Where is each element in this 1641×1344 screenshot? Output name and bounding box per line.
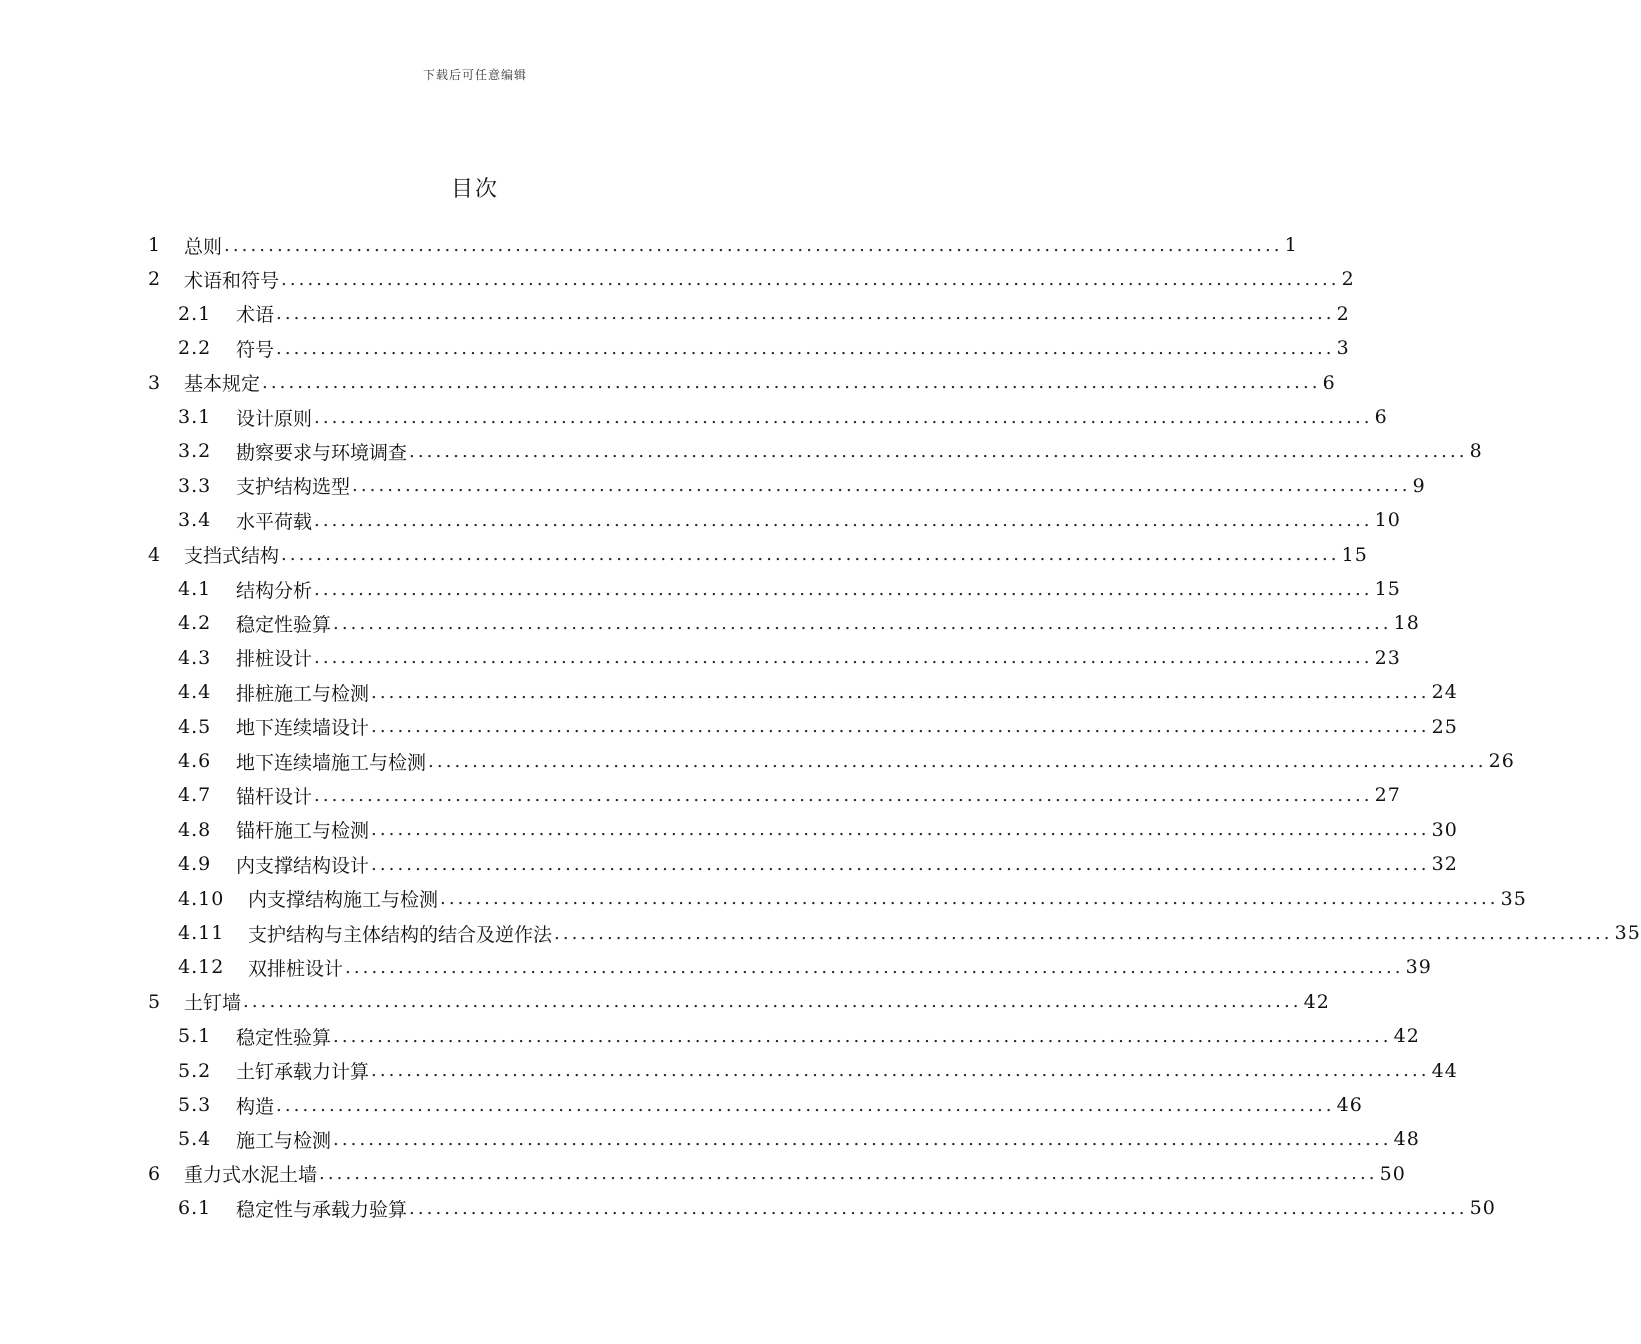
- toc-entry-number: 6.1: [178, 1197, 212, 1220]
- toc-dot-leader: ........................................................................................................................: [371, 819, 1430, 841]
- toc-entry-title: 支护结构与主体结构的结合及逆作法: [248, 923, 553, 946]
- toc-entry-page: 35: [1614, 922, 1641, 944]
- toc-entry-page: 48: [1393, 1128, 1420, 1151]
- toc-entry-number: 3.2: [178, 440, 212, 463]
- toc-entry-page: 6: [1322, 371, 1336, 394]
- toc-entry[interactable]: [178, 778, 1401, 812]
- toc-entry-page: 50: [1469, 1197, 1496, 1220]
- toc-entry-page: 30: [1431, 818, 1458, 841]
- toc-entry-page: 26: [1488, 750, 1515, 772]
- toc-entry-title: 稳定性验算: [236, 1026, 332, 1049]
- toc-entry-title: 土钉承载力计算: [236, 1061, 370, 1084]
- toc-entry-page: 10: [1374, 509, 1401, 532]
- toc-entry-page: 32: [1431, 853, 1458, 876]
- toc-entry[interactable]: [148, 1157, 1406, 1191]
- toc-entry[interactable]: [178, 1088, 1363, 1122]
- toc-dot-leader: ........................................................................................................................: [371, 681, 1430, 703]
- toc-entry-title: 总则: [184, 235, 223, 258]
- toc-entry-page: 3: [1336, 337, 1350, 360]
- toc-entry[interactable]: [148, 538, 1368, 572]
- toc-entry-page: 9: [1412, 474, 1426, 497]
- toc-dot-leader: ........................................................................................................................: [276, 337, 1335, 359]
- toc-dot-leader: ........................................................................................................................: [554, 922, 1613, 944]
- toc-entry-page: 1: [1284, 234, 1298, 256]
- toc-dot-leader: ........................................................................................................................: [371, 716, 1430, 738]
- toc-dot-leader: ........................................................................................................................: [314, 578, 1373, 600]
- toc-dot-leader: ........................................................................................................................: [371, 1060, 1430, 1082]
- toc-entry-number: 3.4: [178, 509, 212, 532]
- toc-entry-title: 稳定性验算: [236, 613, 332, 636]
- toc-entry-title: 内支撑结构施工与检测: [248, 889, 439, 912]
- toc-entry-page: 2: [1341, 268, 1355, 291]
- toc-entry-page: 44: [1431, 1059, 1458, 1082]
- toc-entry-title: 支护结构选型: [236, 476, 351, 499]
- toc-entry-page: 42: [1393, 1025, 1420, 1048]
- toc-dot-leader: ........................................................................................................................: [319, 1163, 1378, 1185]
- toc-entry-page: 15: [1374, 578, 1401, 600]
- toc-dot-leader: ........................................................................................................................: [428, 750, 1487, 772]
- toc-dot-leader: ........................................................................................................................: [314, 406, 1373, 428]
- toc-entry[interactable]: [178, 641, 1401, 675]
- toc-dot-leader: ........................................................................................................................: [276, 1094, 1335, 1116]
- toc-entry[interactable]: [148, 262, 1355, 296]
- toc-entry-title: 锚杆设计: [236, 785, 313, 808]
- page-title: 目次: [450, 177, 499, 202]
- toc-entry-title: 排桩设计: [236, 648, 313, 671]
- toc-dot-leader: ........................................................................................................................: [243, 991, 1302, 1013]
- toc-entry-number: 4: [148, 543, 162, 566]
- toc-entry-title: 施工与检测: [236, 1129, 332, 1152]
- toc-entry[interactable]: [178, 744, 1515, 778]
- toc-entry-title: 土钉墙: [184, 992, 242, 1015]
- toc-entry-title: 设计原则: [236, 407, 313, 430]
- toc-entry-title: 水平荷载: [236, 510, 313, 533]
- toc-entry-title: 构造: [236, 1095, 275, 1118]
- toc-entry-page: 15: [1341, 543, 1368, 566]
- toc-entry[interactable]: [148, 228, 1298, 262]
- toc-dot-leader: ........................................................................................................................: [409, 440, 1468, 462]
- toc-entry-title: 勘察要求与环境调查: [236, 441, 408, 464]
- toc-entry-page: 25: [1431, 715, 1458, 738]
- toc-dot-leader: ........................................................................................................................: [281, 268, 1340, 290]
- toc-entry-page: 42: [1303, 990, 1330, 1013]
- toc-entry-title: 稳定性与承载力验算: [236, 1198, 408, 1221]
- toc-entry-title: 支挡式结构: [184, 545, 280, 568]
- toc-entry-title: 内支撑结构设计: [236, 854, 370, 877]
- toc-dot-leader: ........................................................................................................................: [262, 372, 1321, 394]
- toc-entry-page: 24: [1431, 681, 1458, 704]
- toc-entry[interactable]: [178, 1019, 1420, 1053]
- toc-entry-number: 4.2: [178, 612, 212, 635]
- toc-dot-leader: ........................................................................................................................: [314, 509, 1373, 531]
- toc-entry[interactable]: [178, 331, 1350, 365]
- toc-entry[interactable]: [148, 985, 1330, 1019]
- toc-entry-page: 39: [1405, 956, 1432, 979]
- toc-dot-leader: ........................................................................................................................: [314, 647, 1373, 669]
- toc-entry-page: 18: [1393, 612, 1420, 635]
- toc-entry-page: 23: [1374, 646, 1401, 669]
- toc-entry-number: 4.4: [178, 681, 212, 704]
- toc-entry-number: 4.6: [178, 750, 212, 772]
- toc-entry[interactable]: [178, 916, 1641, 950]
- toc-entry-page: 50: [1379, 1162, 1406, 1185]
- toc-dot-leader: ........................................................................................................................: [333, 612, 1392, 634]
- toc-entry[interactable]: [178, 503, 1401, 537]
- toc-entry[interactable]: [148, 366, 1336, 400]
- toc-entry-number: 2.2: [178, 337, 212, 360]
- toc-entry[interactable]: [178, 572, 1401, 606]
- toc-dot-leader: ........................................................................................................................: [440, 888, 1499, 910]
- toc-entry-number: 5.4: [178, 1128, 212, 1151]
- toc-entry-page: 8: [1469, 440, 1483, 463]
- toc-entry-number: 4.3: [178, 646, 212, 669]
- toc-entry-title: 排桩施工与检测: [236, 682, 370, 705]
- toc-entry-number: 4.1: [178, 578, 212, 600]
- toc-entry[interactable]: [178, 1191, 1496, 1225]
- toc-entry-number: 5.1: [178, 1025, 212, 1048]
- toc-entry-title: 锚杆施工与检测: [236, 820, 370, 843]
- toc-entry-number: 4.8: [178, 818, 212, 841]
- toc-entry-title: 术语和符号: [184, 269, 280, 292]
- toc-dot-leader: ........................................................................................................................: [333, 1128, 1392, 1150]
- toc-entry-number: 1: [148, 234, 162, 256]
- toc-entry[interactable]: [178, 675, 1458, 709]
- toc-entry-number: 4.5: [178, 715, 212, 738]
- toc-entry-number: 5.2: [178, 1059, 212, 1082]
- toc-dot-leader: ........................................................................................................................: [371, 853, 1430, 875]
- toc-dot-leader: ........................................................................................................................: [281, 544, 1340, 566]
- toc-entry[interactable]: [178, 469, 1426, 503]
- toc-entry-title: 基本规定: [184, 373, 261, 396]
- toc-entry-title: 术语: [236, 304, 275, 327]
- toc-entry[interactable]: [178, 847, 1458, 881]
- toc-entry[interactable]: [178, 710, 1458, 744]
- toc-entry-number: 3.1: [178, 406, 212, 428]
- toc-entry-title: 符号: [236, 338, 275, 361]
- toc-entry[interactable]: [178, 882, 1527, 916]
- toc-entry-number: 2: [148, 268, 162, 291]
- toc-entry[interactable]: [178, 400, 1388, 434]
- toc-entry-page: 6: [1374, 406, 1388, 428]
- toc-entry-number: 3.3: [178, 474, 212, 497]
- toc-entry-number: 5: [148, 990, 162, 1013]
- toc-dot-leader: ........................................................................................................................: [333, 1025, 1392, 1047]
- toc-entry-title: 双排桩设计: [248, 957, 344, 980]
- toc-dot-leader: ........................................................................................................................: [409, 1197, 1468, 1219]
- toc-entry[interactable]: [178, 950, 1432, 984]
- toc-entry-title: 地下连续墙施工与检测: [236, 751, 427, 774]
- toc-entry[interactable]: [178, 297, 1350, 331]
- toc-dot-leader: ........................................................................................................................: [345, 956, 1404, 978]
- toc-entry-title: 地下连续墙设计: [236, 717, 370, 740]
- toc-entry-number: 5.3: [178, 1094, 212, 1116]
- toc-entry-page: 27: [1374, 784, 1401, 807]
- toc-entry-title: 重力式水泥土墙: [184, 1164, 318, 1187]
- toc-entry-number: 4.10: [178, 887, 225, 910]
- toc-entry-number: 4.11: [178, 922, 225, 944]
- toc-dot-leader: ........................................................................................................................: [314, 784, 1373, 806]
- toc-entry-number: 3: [148, 371, 162, 394]
- toc-entry-title: 结构分析: [236, 579, 313, 602]
- toc-dot-leader: ........................................................................................................................: [224, 234, 1283, 256]
- toc-dot-leader: ........................................................................................................................: [352, 475, 1411, 497]
- toc-dot-leader: ........................................................................................................................: [276, 303, 1335, 325]
- toc-entry-number: 6: [148, 1162, 162, 1185]
- toc-entry-number: 2.1: [178, 302, 212, 325]
- toc-entry-number: 4.7: [178, 784, 212, 807]
- toc-entry[interactable]: [178, 1054, 1458, 1088]
- toc-entry[interactable]: [178, 1122, 1420, 1156]
- toc-entry[interactable]: [178, 813, 1458, 847]
- toc-entry-page: 46: [1336, 1094, 1363, 1116]
- toc-entry[interactable]: [178, 606, 1420, 640]
- toc-entry[interactable]: [178, 434, 1483, 468]
- toc-entry-number: 4.12: [178, 956, 225, 979]
- header-note: 下载后可任意编辑: [422, 68, 527, 82]
- toc-entry-number: 4.9: [178, 853, 212, 876]
- toc-entry-page: 35: [1500, 887, 1527, 910]
- toc-entry-page: 2: [1336, 302, 1350, 325]
